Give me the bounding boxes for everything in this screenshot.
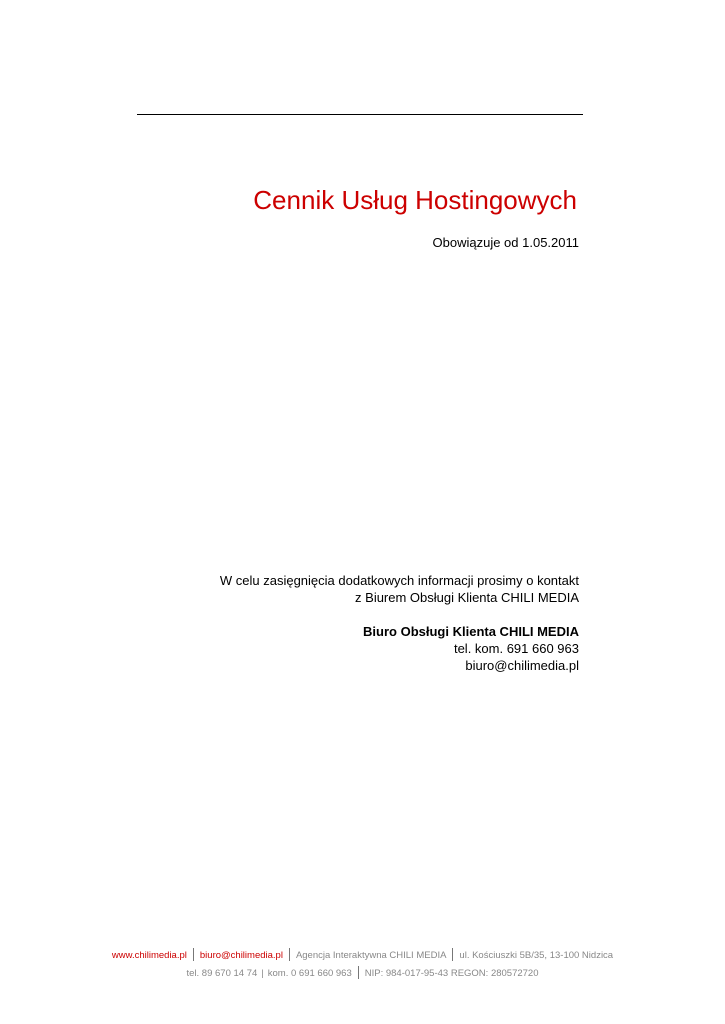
footer-divider: [452, 948, 453, 961]
office-name: Biuro Obsługi Klienta CHILI MEDIA: [363, 624, 579, 639]
spacer: [220, 606, 579, 623]
footer-row-1: [0, 948, 725, 961]
document-title: Cennik Usług Hostingowych: [253, 185, 577, 215]
footer-divider: [358, 966, 359, 979]
footer-mobile: kom. 0 691 660 963: [267, 968, 352, 979]
contact-intro-line-2: z Biurem Obsługi Klienta CHILI MEDIA: [355, 590, 579, 605]
contact-intro-line-1: W celu zasięgnięcia dodatkowych informacji prosimy o kontakt: [219, 573, 579, 588]
effective-date: Obowiązuje od 1.05.2011: [432, 235, 579, 250]
header-rule: [137, 114, 583, 115]
footer-row-2: [0, 966, 725, 979]
office-email: biuro@chilimedia.pl: [465, 658, 579, 673]
footer-email-link[interactable]: biuro@chilimedia.pl: [199, 950, 283, 961]
footer-address: ul. Kościuszki 5B/35, 13-100 Nidzica: [459, 950, 614, 961]
office-phone: tel. kom. 691 660 963: [453, 641, 579, 656]
footer-divider: [193, 948, 194, 961]
footer-website-link[interactable]: www.chilimedia.pl: [111, 950, 187, 961]
footer-tax-ids: NIP: 984-017-95-43 REGON: 280572720: [364, 968, 539, 979]
footer-company: Agencja Interaktywna CHILI MEDIA: [295, 950, 447, 961]
contact-block: [220, 572, 579, 674]
footer-phone: tel. 89 670 14 74: [186, 968, 258, 979]
footer-divider: [289, 948, 290, 961]
footer-separator: |: [261, 968, 264, 979]
